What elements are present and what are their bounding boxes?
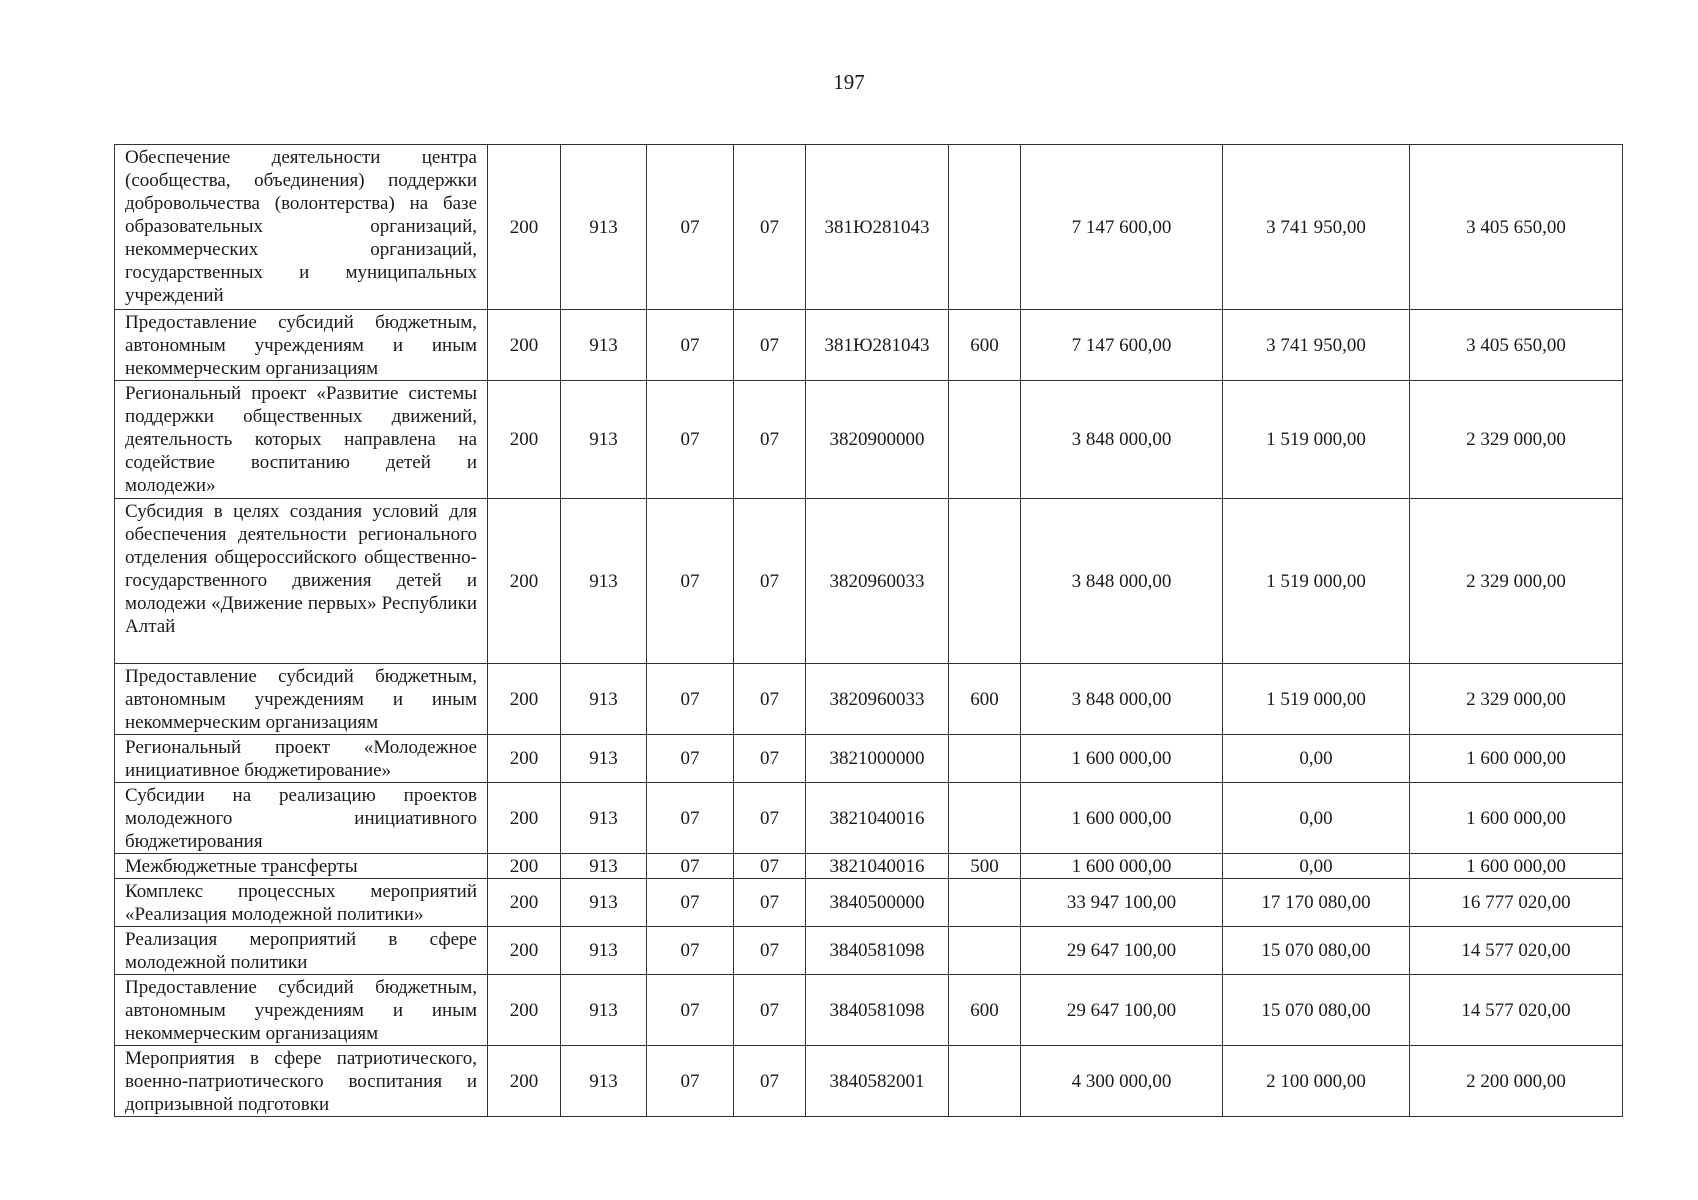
table-row xyxy=(115,975,1623,1046)
subsection-cell: 07 xyxy=(734,381,806,499)
amount-total-cell: 7 147 600,00 xyxy=(1021,310,1223,381)
table-row xyxy=(115,735,1623,783)
row-name-text: Предоставление субсидий бюджетным, автономным учреждениям и иным некоммерческим организациям xyxy=(125,977,477,1044)
amount-second-cell: 0,00 xyxy=(1223,783,1410,854)
row-name-cell xyxy=(115,975,488,1046)
section-cell: 07 xyxy=(647,854,734,879)
subsection-cell: 07 xyxy=(734,664,806,735)
row-name-text: Предоставление субсидий бюджетным, автономным учреждениям и иным некоммерческим организациям xyxy=(125,312,477,379)
row-name-text: Предоставление субсидий бюджетным, автономным учреждениям и иным некоммерческим организациям xyxy=(125,666,477,733)
ministry-code-cell: 913 xyxy=(561,783,647,854)
row-name-text: Обеспечение деятельности центра (сообщества, объединения) поддержки добровольчества (волонтерства) на базе образовательных организаций, некоммерческих организаций, государственных и муниципальных учреждений xyxy=(125,147,477,306)
amount-second-cell: 0,00 xyxy=(1223,854,1410,879)
section-cell: 07 xyxy=(647,664,734,735)
expense-type-cell xyxy=(949,145,1021,310)
target-article-cell: 381Ю281043 xyxy=(806,310,949,381)
amount-third-cell: 2 200 000,00 xyxy=(1410,1046,1623,1117)
amount-third-cell: 2 329 000,00 xyxy=(1410,381,1623,499)
table-body xyxy=(115,145,1623,1117)
page-number: 197 xyxy=(833,70,865,94)
amount-second-cell: 1 519 000,00 xyxy=(1223,664,1410,735)
amount-total-cell: 29 647 100,00 xyxy=(1021,975,1223,1046)
target-article-cell: 3840581098 xyxy=(806,927,949,975)
section-cell: 07 xyxy=(647,975,734,1046)
amount-second-cell: 2 100 000,00 xyxy=(1223,1046,1410,1117)
amount-total-cell: 33 947 100,00 xyxy=(1021,879,1223,927)
row-name-cell xyxy=(115,854,488,879)
row-name-text: Региональный проект «Развитие системы поддержки общественных движений, деятельность которых направлена на содействие воспитанию детей и молодежи» xyxy=(125,383,477,496)
row-name-text: Комплекс процессных мероприятий «Реализация молодежной политики» xyxy=(125,881,477,925)
amount-second-cell: 17 170 080,00 xyxy=(1223,879,1410,927)
ministry-code-cell: 913 xyxy=(561,735,647,783)
amount-total-cell: 1 600 000,00 xyxy=(1021,735,1223,783)
admin-code-cell: 200 xyxy=(488,381,561,499)
ministry-code-cell: 913 xyxy=(561,310,647,381)
section-cell: 07 xyxy=(647,879,734,927)
expense-type-cell: 600 xyxy=(949,975,1021,1046)
row-name-cell xyxy=(115,145,488,310)
subsection-cell: 07 xyxy=(734,499,806,664)
amount-total-cell: 1 600 000,00 xyxy=(1021,783,1223,854)
table-row xyxy=(115,854,1623,879)
expense-type-cell xyxy=(949,735,1021,783)
amount-second-cell: 3 741 950,00 xyxy=(1223,145,1410,310)
table-row xyxy=(115,499,1623,664)
amount-total-cell: 1 600 000,00 xyxy=(1021,854,1223,879)
admin-code-cell: 200 xyxy=(488,879,561,927)
subsection-cell: 07 xyxy=(734,975,806,1046)
expense-type-cell xyxy=(949,879,1021,927)
table-row xyxy=(115,783,1623,854)
subsection-cell: 07 xyxy=(734,879,806,927)
row-name-cell xyxy=(115,879,488,927)
amount-total-cell: 29 647 100,00 xyxy=(1021,927,1223,975)
amount-third-cell: 14 577 020,00 xyxy=(1410,975,1623,1046)
admin-code-cell: 200 xyxy=(488,975,561,1046)
row-name-text: Региональный проект «Молодежное инициативное бюджетирование» xyxy=(125,737,477,781)
subsection-cell: 07 xyxy=(734,927,806,975)
table-row xyxy=(115,145,1623,310)
row-name-text: Субсидии на реализацию проектов молодежного инициативного бюджетирования xyxy=(125,785,477,852)
row-name-cell xyxy=(115,1046,488,1117)
amount-third-cell: 3 405 650,00 xyxy=(1410,310,1623,381)
section-cell: 07 xyxy=(647,381,734,499)
section-cell: 07 xyxy=(647,735,734,783)
table-row xyxy=(115,927,1623,975)
amount-third-cell: 1 600 000,00 xyxy=(1410,735,1623,783)
expense-type-cell: 500 xyxy=(949,854,1021,879)
admin-code-cell: 200 xyxy=(488,1046,561,1117)
section-cell: 07 xyxy=(647,927,734,975)
row-name-cell xyxy=(115,927,488,975)
ministry-code-cell: 913 xyxy=(561,879,647,927)
row-name-text: Реализация мероприятий в сфере молодежной политики xyxy=(125,929,477,973)
amount-third-cell: 14 577 020,00 xyxy=(1410,927,1623,975)
budget-table xyxy=(114,144,1623,1117)
amount-second-cell: 15 070 080,00 xyxy=(1223,927,1410,975)
admin-code-cell: 200 xyxy=(488,735,561,783)
amount-second-cell: 15 070 080,00 xyxy=(1223,975,1410,1046)
table-row xyxy=(115,381,1623,499)
admin-code-cell: 200 xyxy=(488,145,561,310)
ministry-code-cell: 913 xyxy=(561,381,647,499)
admin-code-cell: 200 xyxy=(488,499,561,664)
target-article-cell: 3840500000 xyxy=(806,879,949,927)
expense-type-cell xyxy=(949,1046,1021,1117)
table-row xyxy=(115,879,1623,927)
table-row xyxy=(115,310,1623,381)
amount-total-cell: 7 147 600,00 xyxy=(1021,145,1223,310)
target-article-cell: 3820960033 xyxy=(806,499,949,664)
expense-type-cell xyxy=(949,927,1021,975)
ministry-code-cell: 913 xyxy=(561,1046,647,1117)
expense-type-cell xyxy=(949,783,1021,854)
target-article-cell: 3821040016 xyxy=(806,783,949,854)
section-cell: 07 xyxy=(647,1046,734,1117)
ministry-code-cell: 913 xyxy=(561,499,647,664)
target-article-cell: 3821040016 xyxy=(806,854,949,879)
table-row xyxy=(115,664,1623,735)
row-name-cell xyxy=(115,381,488,499)
expense-type-cell: 600 xyxy=(949,310,1021,381)
row-name-cell xyxy=(115,664,488,735)
amount-second-cell: 3 741 950,00 xyxy=(1223,310,1410,381)
amount-second-cell: 1 519 000,00 xyxy=(1223,381,1410,499)
table-row xyxy=(115,1046,1623,1117)
admin-code-cell: 200 xyxy=(488,664,561,735)
row-name-text: Межбюджетные трансферты xyxy=(125,856,358,877)
expense-type-cell: 600 xyxy=(949,664,1021,735)
row-name-cell xyxy=(115,783,488,854)
target-article-cell: 381Ю281043 xyxy=(806,145,949,310)
target-article-cell: 3840582001 xyxy=(806,1046,949,1117)
amount-third-cell: 2 329 000,00 xyxy=(1410,499,1623,664)
amount-third-cell: 2 329 000,00 xyxy=(1410,664,1623,735)
amount-total-cell: 3 848 000,00 xyxy=(1021,499,1223,664)
admin-code-cell: 200 xyxy=(488,783,561,854)
section-cell: 07 xyxy=(647,783,734,854)
subsection-cell: 07 xyxy=(734,783,806,854)
amount-third-cell: 16 777 020,00 xyxy=(1410,879,1623,927)
row-name-text: Мероприятия в сфере патриотического, военно-патриотического воспитания и допризывной подготовки xyxy=(125,1048,477,1115)
section-cell: 07 xyxy=(647,310,734,381)
subsection-cell: 07 xyxy=(734,735,806,783)
admin-code-cell: 200 xyxy=(488,854,561,879)
amount-second-cell: 1 519 000,00 xyxy=(1223,499,1410,664)
row-name-cell xyxy=(115,735,488,783)
row-name-text: Субсидия в целях создания условий для обеспечения деятельности регионального отделения общероссийского общественно-государственного движения детей и молодежи «Движение первых» Республики Алтай xyxy=(125,501,477,637)
ministry-code-cell: 913 xyxy=(561,975,647,1046)
row-name-cell xyxy=(115,499,488,664)
amount-total-cell: 3 848 000,00 xyxy=(1021,664,1223,735)
admin-code-cell: 200 xyxy=(488,310,561,381)
amount-third-cell: 1 600 000,00 xyxy=(1410,783,1623,854)
ministry-code-cell: 913 xyxy=(561,854,647,879)
target-article-cell: 3840581098 xyxy=(806,975,949,1046)
subsection-cell: 07 xyxy=(734,1046,806,1117)
amount-second-cell: 0,00 xyxy=(1223,735,1410,783)
subsection-cell: 07 xyxy=(734,145,806,310)
amount-total-cell: 4 300 000,00 xyxy=(1021,1046,1223,1117)
admin-code-cell: 200 xyxy=(488,927,561,975)
ministry-code-cell: 913 xyxy=(561,664,647,735)
section-cell: 07 xyxy=(647,499,734,664)
target-article-cell: 3821000000 xyxy=(806,735,949,783)
section-cell: 07 xyxy=(647,145,734,310)
row-name-cell xyxy=(115,310,488,381)
subsection-cell: 07 xyxy=(734,854,806,879)
expense-type-cell xyxy=(949,499,1021,664)
target-article-cell: 3820900000 xyxy=(806,381,949,499)
expense-type-cell xyxy=(949,381,1021,499)
target-article-cell: 3820960033 xyxy=(806,664,949,735)
amount-third-cell: 3 405 650,00 xyxy=(1410,145,1623,310)
ministry-code-cell: 913 xyxy=(561,145,647,310)
subsection-cell: 07 xyxy=(734,310,806,381)
ministry-code-cell: 913 xyxy=(561,927,647,975)
amount-total-cell: 3 848 000,00 xyxy=(1021,381,1223,499)
amount-third-cell: 1 600 000,00 xyxy=(1410,854,1623,879)
